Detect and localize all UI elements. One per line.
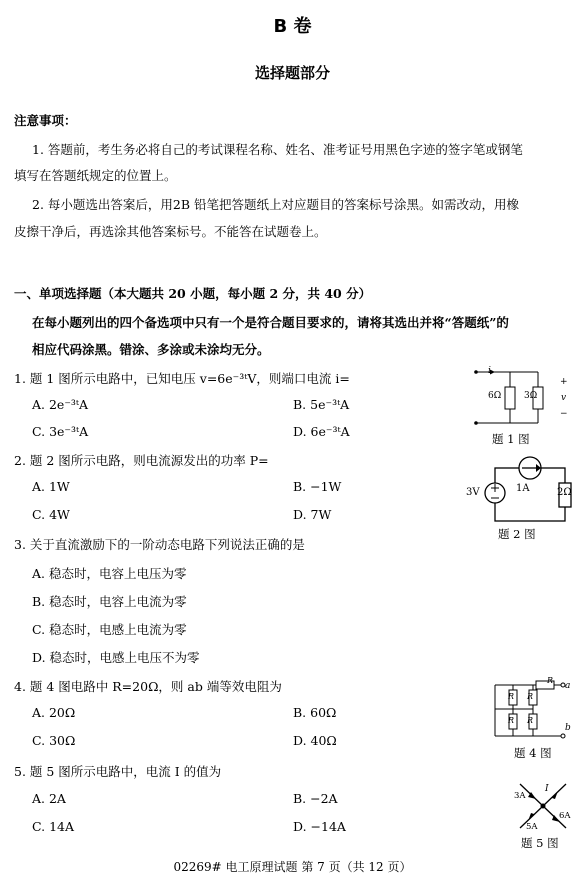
fig4-caption: 题 4 图: [514, 746, 552, 760]
notice-line-2b: 皮擦干净后，再选涂其他答案标号。不能答在试题卷上。: [14, 224, 327, 239]
fig5-label-3a: 3A: [514, 791, 526, 801]
fig5-caption: 题 5 图: [521, 836, 559, 850]
arrow-i-icon: [552, 791, 558, 799]
fig4-r-label-1: R: [508, 692, 515, 701]
q4-option-c: C. 30Ω: [32, 733, 76, 748]
notice-line-2a: 2. 每小题选出答案后，用2B 铅笔把答题纸上对应题目的答案标号涂黑。如需改动，用橡: [32, 197, 520, 212]
q5-option-c: C. 14A: [32, 819, 74, 834]
notice-heading: 注意事项：: [14, 113, 77, 128]
q2-option-a: A. 1W: [32, 479, 70, 494]
volume-title: B 卷: [273, 16, 312, 37]
fig2-resistor-label: 2Ω: [557, 487, 572, 498]
q4-stem: 4. 题 4 图电路中 R=20Ω，则 ab 端等效电阻为: [14, 679, 282, 694]
fig5-label-i: I: [545, 784, 549, 794]
fig1-r1-label: 6Ω: [488, 391, 502, 401]
fig2-voltage-label: 3V: [466, 487, 480, 498]
fig1-plus-label: +: [560, 377, 568, 387]
q2-stem: 2. 题 2 图所示电路，则电流源发出的功率 P=: [14, 453, 269, 468]
fig1-voltage-label: v: [561, 393, 567, 403]
page-footer: 02269# 电工原理试题 第 7 页（共 12 页）: [173, 860, 412, 874]
q4-option-a: A. 20Ω: [32, 705, 76, 720]
q5-option-a: A. 2A: [32, 791, 66, 806]
q3-stem: 3. 关于直流激励下的一阶动态电路下列说法正确的是: [14, 537, 305, 552]
q5-option-d: D. −14A: [293, 819, 346, 834]
section-title: 选择题部分: [254, 64, 330, 82]
notice-line-1b: 填写在答题纸规定的位置上。: [14, 168, 177, 183]
fig1-r2-label: 3Ω: [524, 391, 538, 401]
q1-option-a: A. 2e⁻³ᵗA: [32, 397, 89, 412]
arrow-5a-icon: [528, 813, 534, 821]
q3-option-d: D. 稳态时，电感上电压不为零: [32, 650, 200, 665]
fig5-label-6a: 6A: [559, 811, 571, 821]
part1-instruction-b: 相应代码涂黑。错涂、多涂或未涂均无分。: [32, 342, 270, 357]
fig2-caption: 题 2 图: [498, 527, 536, 541]
figure-4-circuit: [492, 678, 574, 740]
q4-option-b: B. 60Ω: [293, 705, 337, 720]
fig1-current-label: i: [488, 366, 491, 376]
q2-option-b: B. −1W: [293, 479, 342, 494]
q3-option-b: B. 稳态时，电容上电流为零: [32, 594, 187, 609]
q4-option-d: D. 40Ω: [293, 733, 337, 748]
q3-option-a: A. 稳态时，电容上电压为零: [32, 566, 187, 581]
fig4-r-label-3: R: [527, 692, 534, 701]
q5-option-b: B. −2A: [293, 791, 338, 806]
fig4-r-label-2: R: [508, 716, 515, 725]
fig1-caption: 题 1 图: [492, 432, 530, 446]
resistor-6ohm: [505, 387, 515, 409]
q1-option-b: B. 5e⁻³ᵗA: [293, 397, 350, 412]
junction-node-icon: [541, 804, 546, 809]
notice-line-1a: 1. 答题前，考生务必将自己的考试课程名称、姓名、准考证号用黑色字迹的签字笔或钢笔: [32, 142, 523, 157]
fig5-label-5a: 5A: [526, 822, 538, 832]
figure-5-node: [514, 778, 574, 834]
fig2-current-label: 1A: [516, 483, 530, 494]
part1-heading: 一、单项选择题（本大题共 20 小题，每小题 2 分，共 40 分）: [14, 286, 372, 301]
fig1-minus-label: −: [560, 409, 568, 419]
q1-stem: 1. 题 1 图所示电路中，已知电压 v=6e⁻³ᵗV，则端口电流 i=: [14, 371, 350, 386]
q2-option-d: D. 7W: [293, 507, 332, 522]
q2-option-c: C. 4W: [32, 507, 70, 522]
fig4-terminal-b: b: [565, 723, 571, 733]
part1-instruction-a: 在每小题列出的四个备选项中只有一个是符合题目要求的，请将其选出并将“答题纸”的: [32, 315, 509, 330]
q1-option-c: C. 3e⁻³ᵗA: [32, 424, 89, 439]
fig4-r-label-5: R: [547, 676, 554, 685]
fig4-terminal-a: a: [565, 681, 571, 691]
q3-option-c: C. 稳态时，电感上电流为零: [32, 622, 187, 637]
q5-stem: 5. 题 5 图所示电路中，电流 I 的值为: [14, 764, 222, 779]
q1-option-d: D. 6e⁻³ᵗA: [293, 424, 350, 439]
fig4-r-label-4: R: [527, 716, 534, 725]
